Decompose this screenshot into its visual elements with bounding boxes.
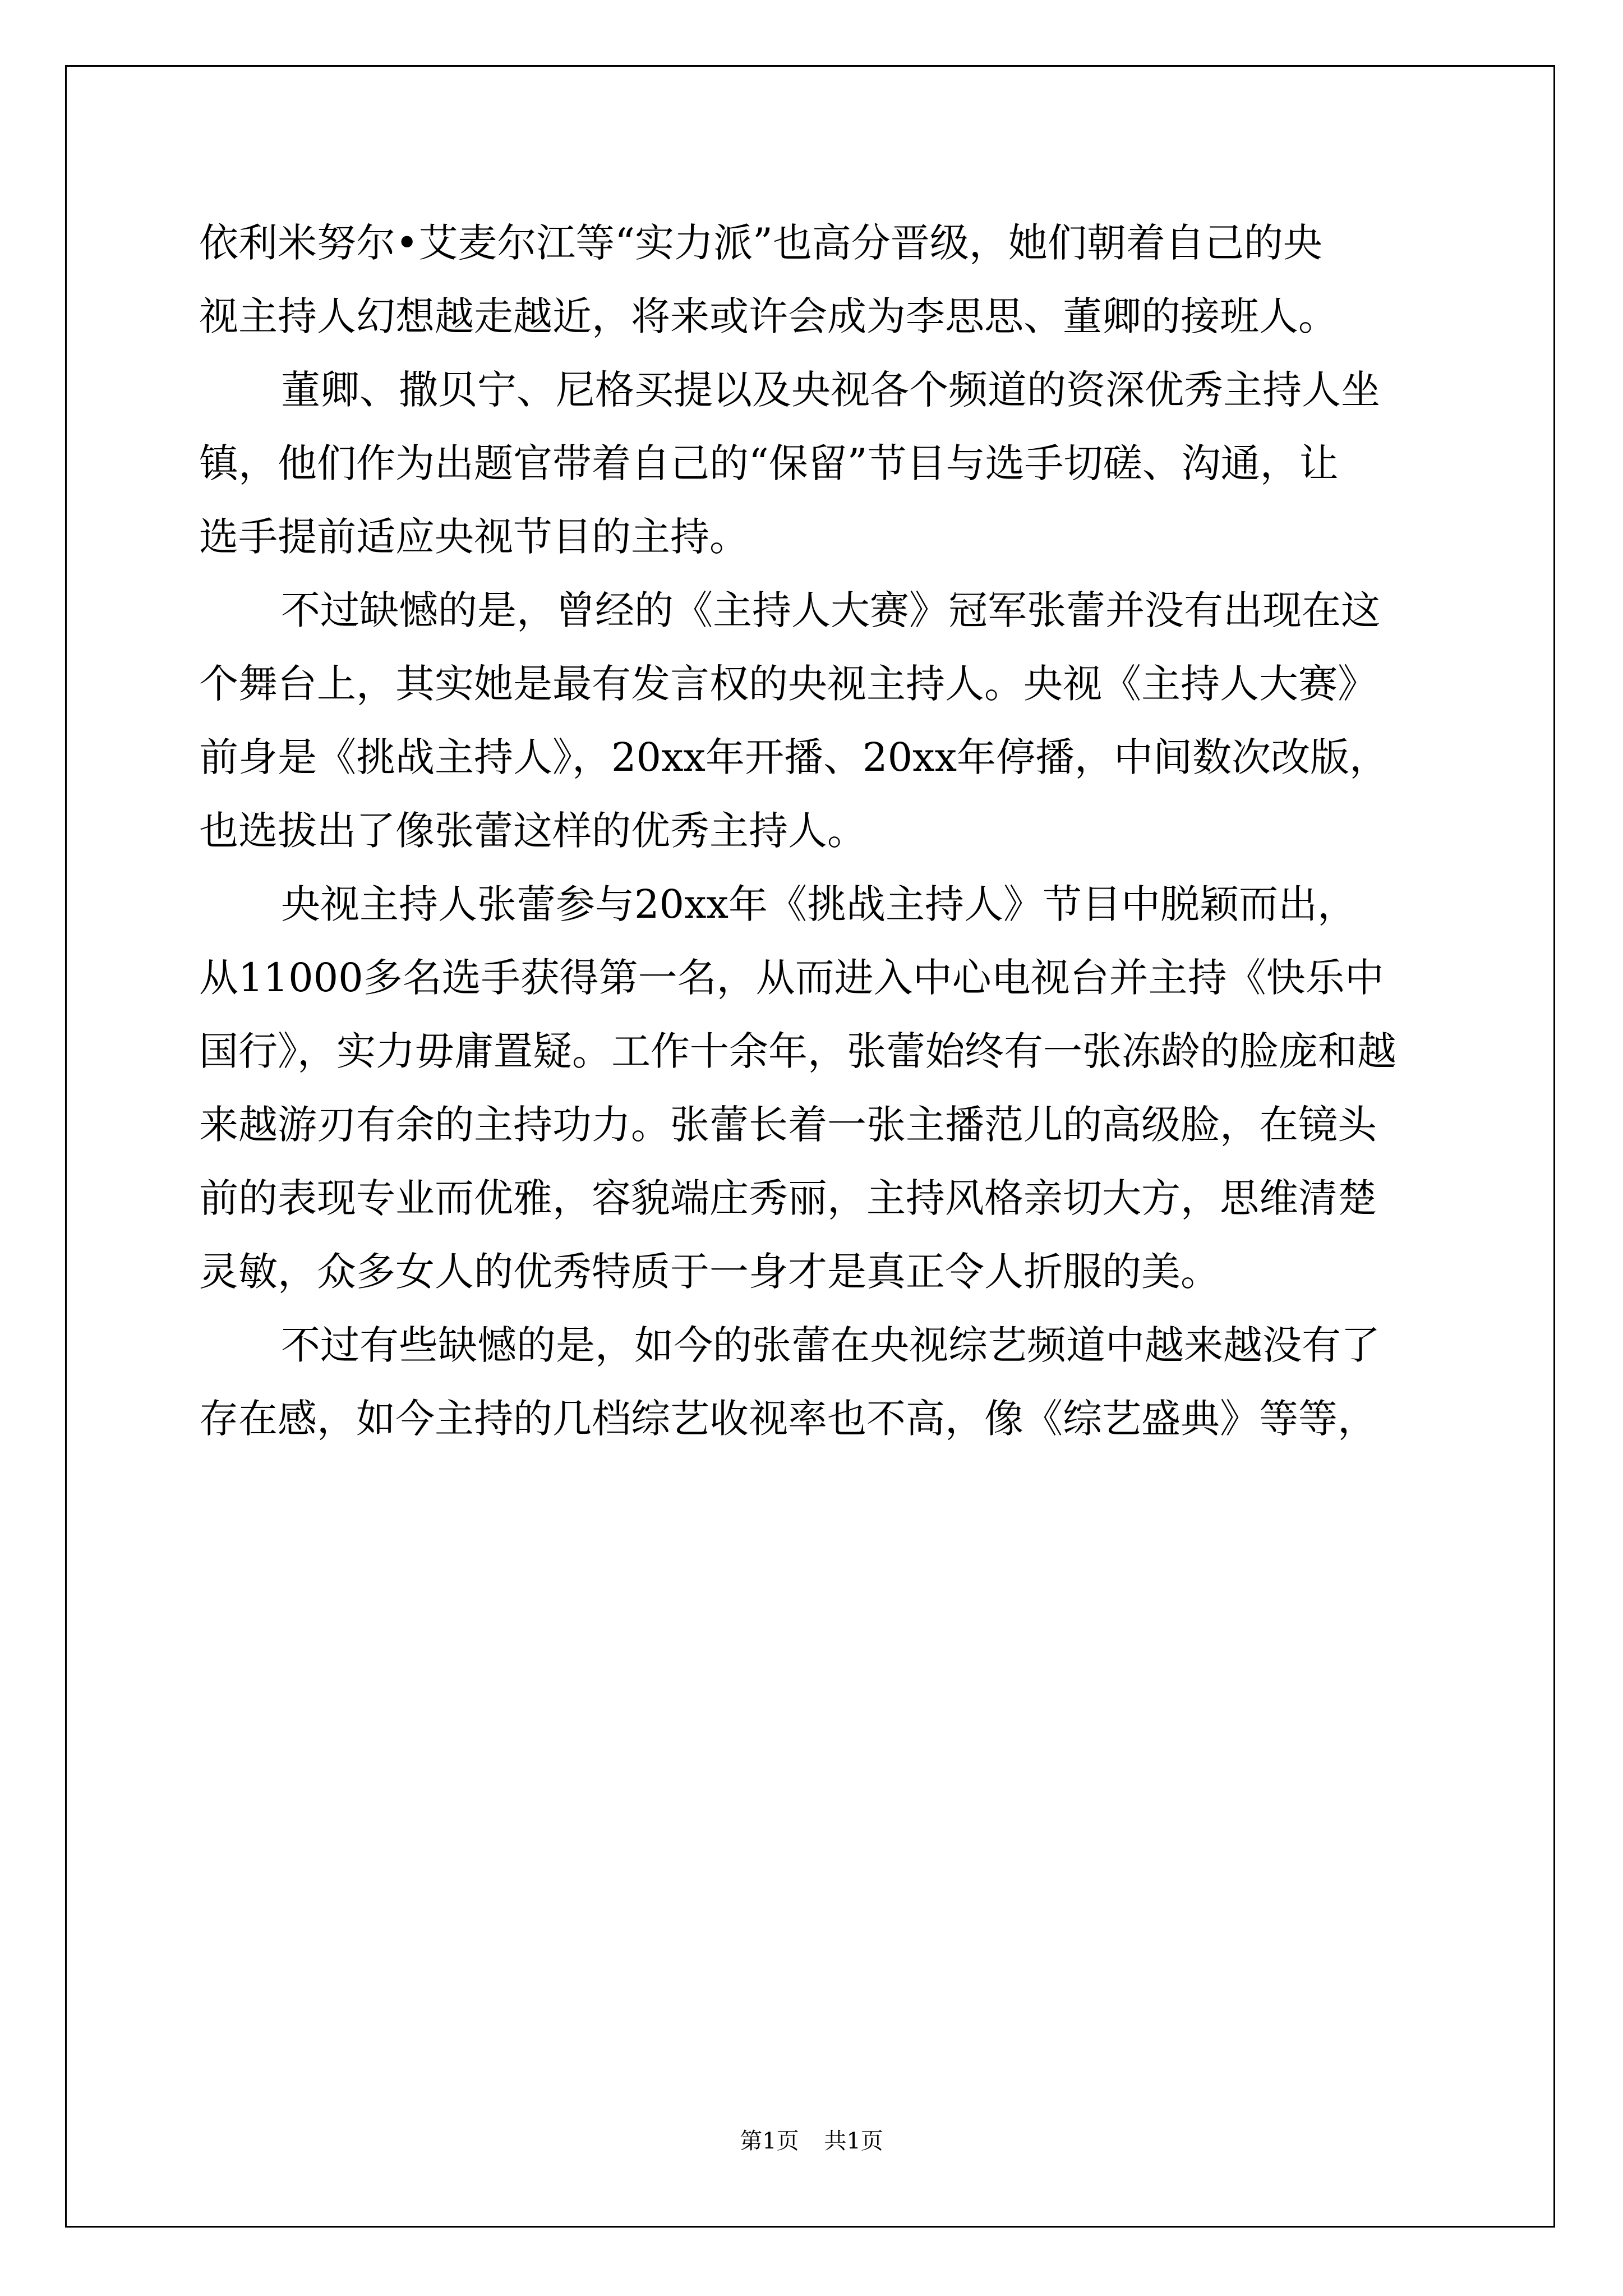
text-line: 也选拔出了像张蕾这样的优秀主持人。 xyxy=(199,808,866,854)
text-line: 从11000多名选手获得第一名，从而进入中心电视台并主持《快乐中 xyxy=(199,955,1384,1001)
text-line: 国行》，实力毋庸置疑。工作十余年，张蕾始终有一张冻龄的脸庞和越 xyxy=(199,1028,1396,1074)
text-line: 来越游刃有余的主持功力。张蕾长着一张主播范儿的高级脸，在镜头 xyxy=(199,1102,1377,1148)
text-line: 视主持人幻想越走越近，将来或许会成为李思思、董卿的接班人。 xyxy=(199,293,1338,339)
text-line: 央视主持人张蕾参与20xx年《挑战主持人》节目中脱颖而出， xyxy=(281,881,1357,927)
page-total: 共1页 xyxy=(824,2128,883,2154)
document-body xyxy=(199,206,1427,1456)
text-line: 前的表现专业而优雅，容貌端庄秀丽，主持风格亲切大方，思维清楚 xyxy=(199,1175,1377,1221)
text-line: 依利米努尔•艾麦尔江等“实力派”也高分晋级，她们朝着自己的央 xyxy=(199,220,1322,266)
text-line: 董卿、撒贝宁、尼格买提以及央视各个频道的资深优秀主持人坐 xyxy=(281,367,1380,413)
text-line: 镇，他们作为出题官带着自己的“保留”节目与选手切磋、沟通，让 xyxy=(199,440,1339,486)
text-line: 前身是《挑战主持人》，20xx年开播、20xx年停播，中间数次改版， xyxy=(199,734,1389,780)
page-number: 第1页 xyxy=(740,2128,799,2154)
text-line: 不过缺憾的是，曾经的《主持人大赛》冠军张蕾并没有出现在这 xyxy=(281,587,1380,633)
text-line: 个舞台上，其实她是最有发言权的央视主持人。央视《主持人大赛》 xyxy=(199,661,1377,707)
page-footer xyxy=(0,2123,1623,2155)
text-line: 灵敏，众多女人的优秀特质于一身才是真正令人折服的美。 xyxy=(199,1249,1220,1295)
text-line: 存在感，如今主持的几档综艺收视率也不高，像《综艺盛典》等等， xyxy=(199,1396,1377,1442)
text-line: 不过有些缺憾的是，如今的张蕾在央视综艺频道中越来越没有了 xyxy=(281,1322,1380,1368)
text-line: 选手提前适应央视节目的主持。 xyxy=(199,514,749,560)
